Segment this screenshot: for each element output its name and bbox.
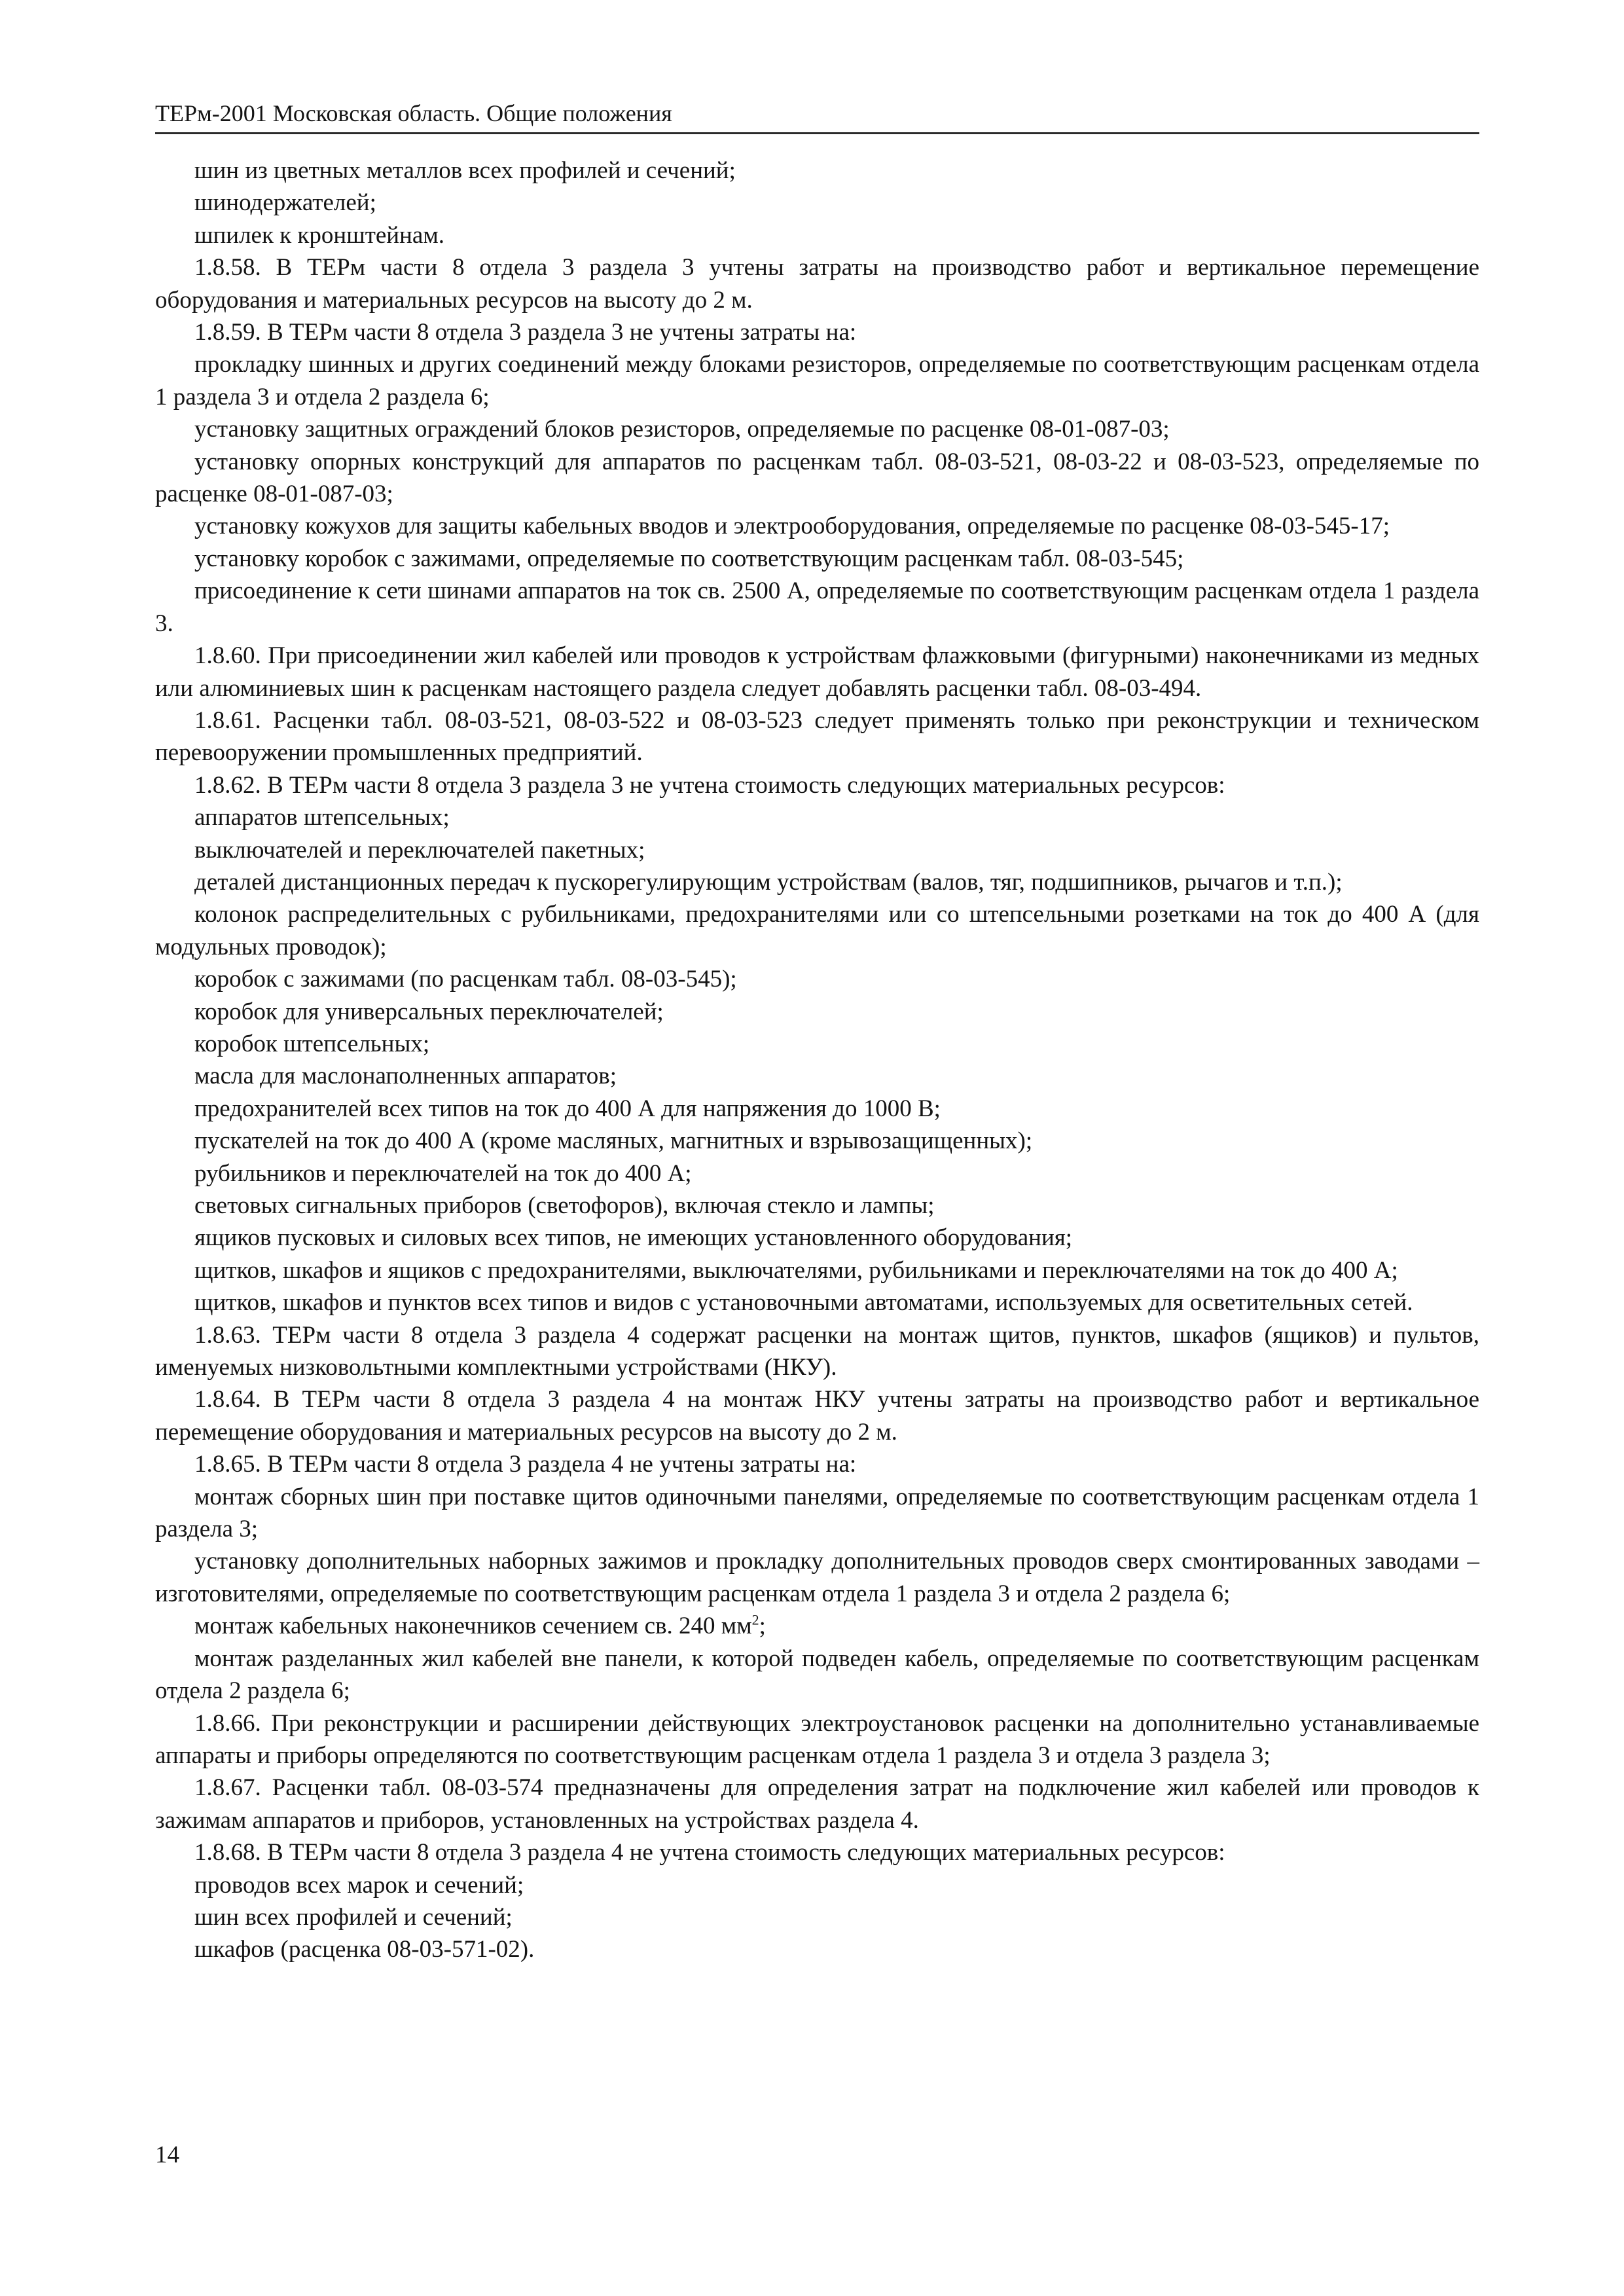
paragraph: выключателей и переключателей пакетных; [194, 836, 645, 864]
paragraph-text: монтаж кабельных наконечников сечением св. 240 мм [194, 1613, 752, 1640]
paragraph: установку опорных конструкций для аппаратов по расценкам табл. 08-03-521, 08-03-22 и 08-03-523, определяемые по расценке 08-01-087-03; [155, 448, 1479, 508]
paragraph: шинодержателей; [194, 189, 376, 217]
paragraph: шкафов (расценка 08-03-571-02). [194, 1936, 535, 1963]
paragraph: 1.8.62. В ТЕРм части 8 отдела 3 раздела 3 не учтена стоимость следующих материальных ресурсов: [194, 771, 1225, 799]
paragraph: проводов всех марок и сечений; [194, 1871, 524, 1899]
paragraph: 1.8.59. В ТЕРм части 8 отдела 3 раздела 3 не учтены затраты на: [194, 319, 857, 346]
paragraph: установку кожухов для защиты кабельных вводов и электрооборудования, определяемые по расценке 08-03-545-17; [194, 513, 1390, 540]
paragraph: деталей дистанционных передач к пускорегулирующим устройствам (валов, тяг, подшипников, рычагов и т.п.); [194, 868, 1343, 896]
paragraph: предохранителей всех типов на ток до 400 А для напряжения до 1000 В; [194, 1095, 941, 1122]
paragraph: рубильников и переключателей на ток до 400 А; [194, 1159, 692, 1187]
paragraph: монтаж разделанных жил кабелей вне панели, к которой подведен кабель, определяемые по соответствующим расценкам отдела 2 раздела 6; [155, 1645, 1479, 1705]
superscript: 2 [751, 1611, 759, 1628]
paragraph: щитков, шкафов и пунктов всех типов и видов с установочными автоматами, используемых для осветительных сетей. [194, 1289, 1413, 1317]
paragraph: 1.8.67. Расценки табл. 08-03-574 предназначены для определения затрат на подключение жил кабелей или проводов к зажимам аппаратов и приборов, установленных на устройствах раздела 4. [155, 1774, 1479, 1834]
paragraph: 1.8.64. В ТЕРм части 8 отдела 3 раздела 4 на монтаж НКУ учтены затраты на производство работ и вертикальное перемещение оборудования и материальных ресурсов на высоту до 2 м. [155, 1386, 1479, 1446]
paragraph: пускателей на ток до 400 А (кроме масляных, магнитных и взрывозащищенных); [194, 1127, 1033, 1155]
paragraph: 1.8.63. ТЕРм части 8 отдела 3 раздела 4 содержат расценки на монтаж щитов, пунктов, шкафов (ящиков) и пультов, именуемых низковольтными комплектными устройствами (НКУ). [155, 1321, 1479, 1381]
paragraph: ящиков пусковых и силовых всех типов, не имеющих установленного оборудования; [194, 1224, 1073, 1252]
paragraph: установку защитных ограждений блоков резисторов, определяемые по расценке 08-01-087-03; [194, 416, 1170, 443]
document-body [155, 155, 1479, 1966]
paragraph: коробок для универсальных переключателей; [194, 998, 664, 1025]
paragraph: аппаратов штепсельных; [194, 804, 450, 831]
paragraph: присоединение к сети шинами аппаратов на ток св. 2500 А, определяемые по соответствующим расценкам отдела 1 раздела 3. [155, 577, 1479, 637]
page-number: 14 [155, 2141, 179, 2168]
paragraph: прокладку шинных и других соединений между блоками резисторов, определяемые по соответствующим расценкам отдела 1 раздела 3 и отдела 2 раздела 6; [155, 351, 1479, 410]
paragraph: коробок штепсельных; [194, 1030, 430, 1057]
paragraph: 1.8.60. При присоединении жил кабелей или проводов к устройствам флажковыми (фигурными) наконечниками из медных или алюминиевых шин к расценкам настоящего раздела следует добавлять расценки табл. 08-03-494. [155, 642, 1479, 702]
paragraph: световых сигнальных приборов (светофоров), включая стекло и лампы; [194, 1192, 935, 1219]
paragraph: шин всех профилей и сечений; [194, 1903, 513, 1931]
paragraph: щитков, шкафов и ящиков с предохранителями, выключателями, рубильниками и переключателями на ток до 400 А; [194, 1256, 1398, 1284]
paragraph: 1.8.58. В ТЕРм части 8 отдела 3 раздела 3 учтены затраты на производство работ и вертикальное перемещение оборудования и материальных ресурсов на высоту до 2 м. [155, 254, 1479, 314]
paragraph-with-superscript [155, 1610, 1479, 1642]
paragraph: шин из цветных металлов всех профилей и сечений; [194, 157, 736, 184]
paragraph: масла для маслонаполненных аппаратов; [194, 1063, 617, 1090]
header-title: ТЕРм-2001 Московская область. Общие положения [155, 100, 672, 126]
paragraph: установку коробок с зажимами, определяемые по соответствующим расценкам табл. 08-03-545; [194, 545, 1184, 572]
paragraph: коробок с зажимами (по расценкам табл. 08-03-545); [194, 966, 737, 993]
paragraph: установку дополнительных наборных зажимов и прокладку дополнительных проводов сверх смонтированных заводами – изготовителями, определяемые по соответствующим расценкам отдела 1 раздела 3 и отдела 2 раздела 6; [155, 1548, 1479, 1607]
paragraph: 1.8.65. В ТЕРм части 8 отдела 3 раздела 4 не учтены затраты на: [194, 1451, 857, 1478]
paragraph: 1.8.61. Расценки табл. 08-03-521, 08-03-522 и 08-03-523 следует применять только при реконструкции и техническом перевооружении промышленных предприятий. [155, 706, 1479, 767]
page-header [155, 97, 1479, 134]
paragraph: монтаж сборных шин при поставке щитов одиночными панелями, определяемые по соответствующим расценкам отдела 1 раздела 3; [155, 1483, 1479, 1543]
paragraph: шпилек к кронштейнам. [194, 221, 444, 249]
paragraph-tail: ; [759, 1613, 766, 1640]
paragraph: колонок распределительных с рубильниками, предохранителями или со штепсельными розетками на ток до 400 А (для модульных проводок); [155, 901, 1479, 960]
paragraph: 1.8.66. При реконструкции и расширении действующих электроустановок расценки на дополнительно устанавливаемые аппараты и приборы определяются по соответствующим расценкам отдела 1 раздела 3 и отдела 3 раздела 3; [155, 1709, 1479, 1769]
paragraph: 1.8.68. В ТЕРм части 8 отдела 3 раздела 4 не учтена стоимость следующих материальных ресурсов: [194, 1839, 1225, 1867]
